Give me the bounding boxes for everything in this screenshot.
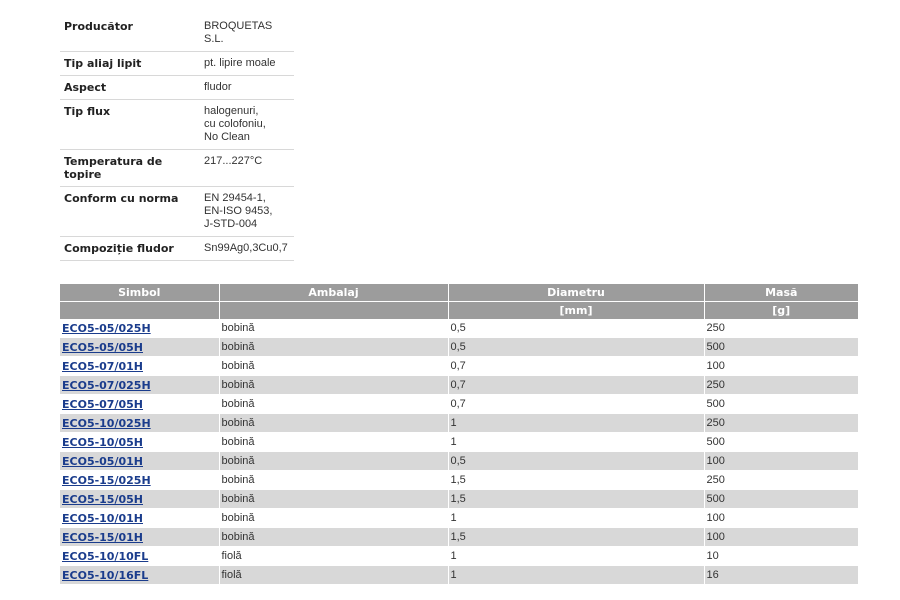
table-row	[60, 566, 858, 585]
cell-masa: 250	[704, 376, 858, 395]
product-link[interactable]: ECO5-10/05H	[62, 435, 143, 449]
cell-simbol	[60, 452, 219, 471]
spec-row	[60, 100, 294, 150]
cell-diametru: 1	[448, 433, 704, 452]
cell-diametru: 0,5	[448, 319, 704, 338]
unit-simbol	[60, 302, 219, 320]
product-link[interactable]: ECO5-10/10FL	[62, 549, 149, 563]
cell-diametru: 0,7	[448, 357, 704, 376]
table-row	[60, 319, 858, 338]
table-row	[60, 452, 858, 471]
cell-diametru: 1	[448, 414, 704, 433]
spec-label: Conform cu norma	[60, 187, 200, 237]
header-row	[60, 284, 858, 302]
cell-masa: 10	[704, 547, 858, 566]
cell-ambalaj: bobină	[219, 395, 448, 414]
cell-masa: 500	[704, 338, 858, 357]
product-link[interactable]: ECO5-10/01H	[62, 511, 143, 525]
cell-ambalaj: bobină	[219, 414, 448, 433]
product-link[interactable]: ECO5-05/01H	[62, 454, 143, 468]
table-row	[60, 509, 858, 528]
cell-masa: 100	[704, 509, 858, 528]
product-link[interactable]: ECO5-07/05H	[62, 397, 143, 411]
product-link[interactable]: ECO5-05/05H	[62, 340, 143, 354]
cell-simbol	[60, 414, 219, 433]
spec-value: pt. lipire moale	[200, 52, 294, 76]
cell-simbol	[60, 376, 219, 395]
product-rows	[60, 319, 858, 585]
column-header-masa[interactable]: Masă	[704, 284, 858, 302]
cell-masa: 250	[704, 414, 858, 433]
column-header-diametru[interactable]: Diametru	[448, 284, 704, 302]
cell-masa: 250	[704, 471, 858, 490]
unit-masa: [g]	[704, 302, 858, 320]
cell-simbol	[60, 509, 219, 528]
table-row	[60, 357, 858, 376]
cell-diametru: 1,5	[448, 490, 704, 509]
products-table	[60, 284, 858, 585]
cell-masa: 250	[704, 319, 858, 338]
cell-masa: 500	[704, 433, 858, 452]
cell-ambalaj: fiolă	[219, 566, 448, 585]
product-link[interactable]: ECO5-07/01H	[62, 359, 143, 373]
cell-simbol	[60, 547, 219, 566]
spec-row	[60, 52, 294, 76]
spec-label: Tip flux	[60, 100, 200, 150]
spec-row	[60, 76, 294, 100]
cell-ambalaj: bobină	[219, 490, 448, 509]
spec-row	[60, 150, 294, 187]
table-row	[60, 433, 858, 452]
cell-masa: 100	[704, 357, 858, 376]
cell-masa: 100	[704, 452, 858, 471]
cell-ambalaj: bobină	[219, 433, 448, 452]
product-link[interactable]: ECO5-10/025H	[62, 416, 151, 430]
product-link[interactable]: ECO5-10/16FL	[62, 568, 149, 582]
cell-ambalaj: bobină	[219, 509, 448, 528]
cell-simbol	[60, 566, 219, 585]
column-header-ambalaj[interactable]: Ambalaj	[219, 284, 448, 302]
cell-simbol	[60, 433, 219, 452]
cell-masa: 100	[704, 528, 858, 547]
unit-ambalaj	[219, 302, 448, 320]
product-link[interactable]: ECO5-15/025H	[62, 473, 151, 487]
table-row	[60, 528, 858, 547]
cell-ambalaj: bobină	[219, 452, 448, 471]
spec-label: Compoziție fludor	[60, 237, 200, 261]
spec-label: Temperatura de topire	[60, 150, 200, 187]
table-row	[60, 414, 858, 433]
product-link[interactable]: ECO5-07/025H	[62, 378, 151, 392]
cell-diametru: 1,5	[448, 471, 704, 490]
table-row	[60, 490, 858, 509]
column-header-simbol[interactable]: Simbol	[60, 284, 219, 302]
cell-diametru: 0,5	[448, 452, 704, 471]
cell-masa: 16	[704, 566, 858, 585]
cell-simbol	[60, 471, 219, 490]
cell-simbol	[60, 528, 219, 547]
spec-row	[60, 237, 294, 261]
table-row	[60, 471, 858, 490]
spec-value: Sn99Ag0,3Cu0,7	[200, 237, 294, 261]
table-row	[60, 547, 858, 566]
cell-masa: 500	[704, 395, 858, 414]
cell-diametru: 1,5	[448, 528, 704, 547]
product-link[interactable]: ECO5-15/01H	[62, 530, 143, 544]
spec-row	[60, 187, 294, 237]
table-row	[60, 338, 858, 357]
cell-ambalaj: bobină	[219, 338, 448, 357]
table-row	[60, 376, 858, 395]
spec-label: Tip aliaj lipit	[60, 52, 200, 76]
specs-table	[60, 15, 294, 261]
table-row	[60, 395, 858, 414]
spec-value: halogenuri, cu colofoniu, No Clean	[200, 100, 294, 150]
cell-ambalaj: bobină	[219, 319, 448, 338]
product-link[interactable]: ECO5-05/025H	[62, 321, 151, 335]
cell-ambalaj: bobină	[219, 357, 448, 376]
units-row	[60, 302, 858, 320]
cell-ambalaj: bobină	[219, 471, 448, 490]
unit-diametru: [mm]	[448, 302, 704, 320]
spec-label: Producător	[60, 15, 200, 52]
cell-simbol	[60, 395, 219, 414]
cell-masa: 500	[704, 490, 858, 509]
cell-diametru: 0,7	[448, 376, 704, 395]
cell-simbol	[60, 490, 219, 509]
cell-diametru: 1	[448, 547, 704, 566]
cell-diametru: 0,7	[448, 395, 704, 414]
spec-value: BROQUETAS S.L.	[200, 15, 294, 52]
cell-ambalaj: bobină	[219, 528, 448, 547]
cell-diametru: 1	[448, 509, 704, 528]
cell-ambalaj: fiolă	[219, 547, 448, 566]
cell-diametru: 1	[448, 566, 704, 585]
spec-row	[60, 15, 294, 52]
product-link[interactable]: ECO5-15/05H	[62, 492, 143, 506]
spec-value: 217...227°C	[200, 150, 294, 187]
spec-value: fludor	[200, 76, 294, 100]
cell-simbol	[60, 319, 219, 338]
spec-label: Aspect	[60, 76, 200, 100]
spec-value: EN 29454-1, EN-ISO 9453, J-STD-004	[200, 187, 294, 237]
cell-diametru: 0,5	[448, 338, 704, 357]
cell-simbol	[60, 338, 219, 357]
cell-simbol	[60, 357, 219, 376]
cell-ambalaj: bobină	[219, 376, 448, 395]
